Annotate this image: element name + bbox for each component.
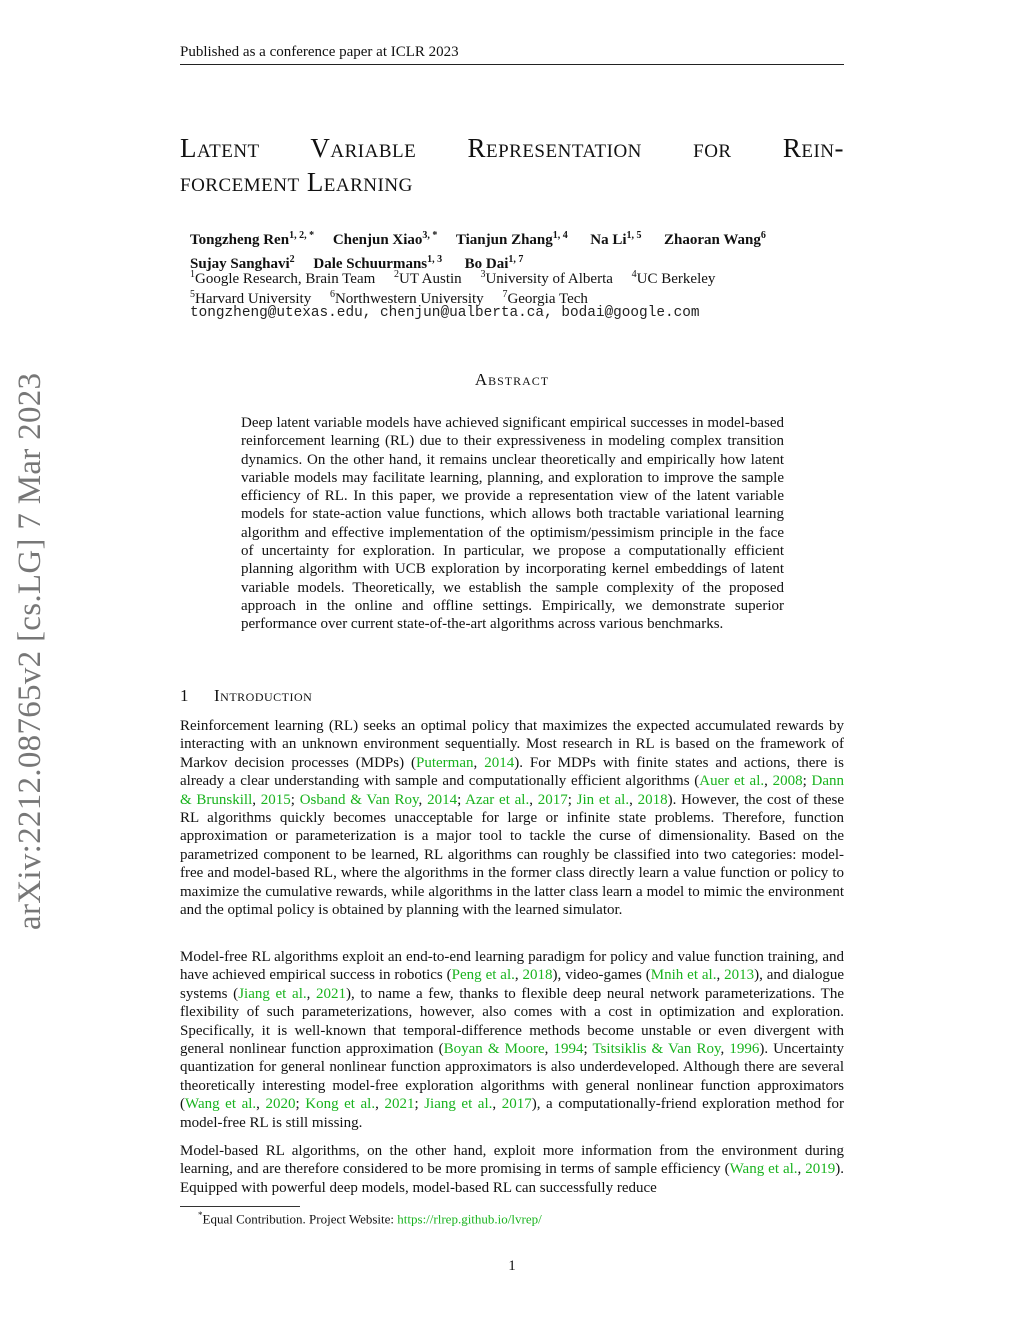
paragraph-text: ). However, the cost of these RL algorithms quickly becomes unacceptable for large or infinite state problems. Therefore, function approximation or parameterization is a major tool to tackle the curse of dimensionality. Based on the parametrized component to be learned, RL algorithms can roughly be classified into two categories: model-free and model-based RL, where the algorithms in the former class directly learn a value function or policy to maximize the cumulative rewards, while algorithms in the latter class learn a model to mimic the environment and the optimal policy is obtained by planning with the learned simulator. xyxy=(180,791,845,919)
author: Dale Schuurmans$^{1, 3}$ xyxy=(313,254,443,272)
paragraph-text: , xyxy=(492,1096,502,1113)
citation-link[interactable]: Azar et al. xyxy=(465,791,530,808)
citation-link[interactable]: 2018 xyxy=(637,791,668,808)
citation-link[interactable]: Wang et al. xyxy=(729,1161,798,1178)
author: Sujay Sanghavi$^2$ xyxy=(190,254,295,272)
paragraph-text: , xyxy=(375,1096,385,1113)
paragraph-text: , xyxy=(252,791,261,808)
citation-link[interactable]: 2021 xyxy=(316,985,347,1002)
paragraph-text: , xyxy=(629,791,638,808)
citation-link[interactable]: Wang et al. xyxy=(185,1096,257,1113)
citation-link[interactable]: 2020 xyxy=(265,1096,296,1113)
paragraph-text: ; xyxy=(802,773,812,790)
citation-link[interactable]: 1996 xyxy=(729,1041,760,1058)
citation-link[interactable]: Peng et al. xyxy=(451,967,515,984)
paragraph-text: Model-free RL algorithms exploit an end-to-end learning paradigm for policy and value function training, and have achieved empirical success in robotics ( xyxy=(180,949,844,984)
author-emails: tongzheng@utexas.edu, chenjun@ualberta.ca, bodai@google.com xyxy=(190,305,700,321)
project-website-link[interactable]: https://rlrep.github.io/lvrep/ xyxy=(397,1211,542,1227)
citation-link[interactable]: 2017 xyxy=(501,1096,532,1113)
paragraph-text: ), a computationally-friend exploration method for model-free RL is still missing. xyxy=(180,1096,845,1131)
paragraph-text: ), video-games ( xyxy=(552,967,651,984)
affiliation: $^4$UC Berkeley xyxy=(631,269,716,287)
paragraph-text: , xyxy=(256,1096,266,1113)
arxiv-identifier: arXiv:2212.08765v2 [cs.LG] 7 Mar 2023 xyxy=(12,372,48,930)
footnote-rule xyxy=(180,1206,300,1207)
section-number: 1 xyxy=(180,686,189,705)
citation-link[interactable]: Jiang et al. xyxy=(424,1096,493,1113)
abstract-heading: Abstract xyxy=(474,370,550,389)
citation-link[interactable]: 2008 xyxy=(772,773,803,790)
paragraph-text: , xyxy=(797,1161,806,1178)
section-heading xyxy=(180,686,312,706)
citation-link[interactable]: 1994 xyxy=(553,1041,584,1058)
affiliation: $^1$Google Research, Brain Team xyxy=(190,269,376,287)
paragraph-text: , xyxy=(473,754,485,771)
paragraph-text: , xyxy=(716,967,725,984)
citation-link[interactable]: Kong et al. xyxy=(305,1096,376,1113)
author: Chenjun Xiao$^{3, *}$ xyxy=(332,230,438,248)
paragraph-text: ; xyxy=(295,1096,306,1113)
affiliation: $^3$University of Alberta xyxy=(480,269,613,287)
paragraph-text: , xyxy=(544,1041,554,1058)
citation-link[interactable]: Dann & Brunskill xyxy=(180,773,845,808)
paragraph-3 xyxy=(180,1142,844,1197)
affiliation: $^7$Georgia Tech xyxy=(502,289,588,307)
citation-link[interactable]: 2014 xyxy=(427,791,458,808)
paragraph-text: , xyxy=(720,1041,730,1058)
abstract-text: Deep latent variable models have achieved significant empirical successes in model-based reinforcement learning (RL) due to their expressiveness in modeling complex transition dynamics. On the other hand, it remains unclear theoretically and empirically how latent variable models may facilitate learning, planning, and exploration to improve the sample efficiency of RL. In this paper, we provide a representation view of the latent variable models for state-action value functions, which allows both tractable variational learning algorithm and effective implementation of the optimism/pessimism principle in the face of uncertainty for exploration. In particular, we propose a computationally efficient planning algorithm with UCB exploration by incorporating kernel embeddings of latent variable models. Theoretically, we establish the sample complexity of the proposed approach in the online and offline settings. Empirically, we demonstrate superior performance over current state-of-the-art algorithms across various benchmarks. xyxy=(241,415,784,633)
author: Tianjun Zhang$^{1, 4}$ xyxy=(455,230,568,248)
affiliation: $^6$Northwestern University xyxy=(329,289,484,307)
paragraph-text: , xyxy=(418,791,428,808)
footnote-text: Equal Contribution. Project Website: xyxy=(202,1211,398,1227)
paper-title-line1: Latent Variable Representation for Rein- xyxy=(180,133,844,163)
paragraph-text: ; xyxy=(583,1041,593,1058)
author: Tongzheng Ren$^{1, 2, *}$ xyxy=(190,230,315,248)
citation-link[interactable]: Osband & Van Roy xyxy=(299,791,419,808)
citation-link[interactable]: 2014 xyxy=(484,754,515,771)
citation-link[interactable]: 2021 xyxy=(384,1096,415,1113)
citation-link[interactable]: Puterman xyxy=(416,754,474,771)
citation-link[interactable]: Tsitsiklis & Van Roy xyxy=(592,1041,721,1058)
citation-link[interactable]: 2019 xyxy=(805,1161,836,1178)
citation-link[interactable]: Jiang et al. xyxy=(238,985,307,1002)
paragraph-text: ). Uncertainty quantization for general nonlinear function approximators is also underdeveloped. Although there are several theoretically interesting model-free exploration algorithms with general nonlinear function approximators ( xyxy=(180,1041,844,1113)
citation-link[interactable]: 2013 xyxy=(724,967,755,984)
paragraph-text: ), and dialogue systems ( xyxy=(180,967,844,1002)
paragraph-text: , xyxy=(764,773,773,790)
paragraph-text: ; xyxy=(457,791,466,808)
paragraph-text: Reinforcement learning (RL) seeks an optimal policy that maximizes the expected accumulated rewards by interacting with an unknown environment sequentially. Most research in RL is based on the framework of Markov decision processes (MDPs) ( xyxy=(180,718,844,771)
citation-link[interactable]: Mnih et al. xyxy=(650,967,717,984)
paragraph-text: ). Equipped with powerful deep models, model-based RL can successfully reduce xyxy=(180,1161,845,1196)
paragraph-1 xyxy=(180,717,844,919)
paragraph-text: ), to name a few, thanks to flexible deep neural network parameterizations. The flexibility of such parameterizations, however, also comes with a cost in optimization and exploration. Specifically, it is well-known that temporal-difference methods become unstable or even divergent with general nonlinear function approximation ( xyxy=(180,985,844,1058)
author-line-1 xyxy=(190,226,766,250)
author: Na Li$^{1, 5}$ xyxy=(590,230,642,248)
paragraph-text: ). For MDPs with finite states and actions, there is already a clear understanding with sample and computationally efficient algorithms ( xyxy=(180,754,845,790)
author: Zhaoran Wang$^6$ xyxy=(664,230,766,248)
paper-title-line2: forcement Learning xyxy=(180,167,413,197)
citation-link[interactable]: Boyan & Moore xyxy=(443,1041,545,1058)
paragraph-2 xyxy=(180,948,844,1132)
citation-link[interactable]: 2017 xyxy=(537,791,568,808)
paragraph-text: ; xyxy=(414,1096,425,1113)
paragraph-text: , xyxy=(514,967,523,984)
paragraph-text: Model-based RL algorithms, on the other hand, exploit more information from the environment during learning, and are therefore considered to be more promising in terms of sample efficiency ( xyxy=(180,1143,844,1178)
footnote xyxy=(198,1210,542,1227)
citation-link[interactable]: 2018 xyxy=(522,967,553,984)
paragraph-text: , xyxy=(529,791,538,808)
paragraph-text: ; xyxy=(290,791,300,808)
running-header: Published as a conference paper at ICLR 2023 xyxy=(180,44,459,60)
citation-link[interactable]: 2015 xyxy=(260,791,291,808)
page-number: 1 xyxy=(508,1258,516,1274)
header-rule xyxy=(180,64,844,65)
paragraph-text: , xyxy=(306,985,317,1002)
affiliation: $^5$Harvard University xyxy=(190,289,312,307)
author: Bo Dai$^{1, 7}$ xyxy=(464,254,524,272)
paragraph-text: ; xyxy=(567,791,577,808)
citation-link[interactable]: Auer et al. xyxy=(699,773,765,790)
section-title: Introduction xyxy=(214,686,313,705)
affiliation: $^2$UT Austin xyxy=(394,269,462,287)
citation-link[interactable]: Jin et al. xyxy=(576,791,630,808)
footnote-mark: * xyxy=(198,1210,203,1220)
